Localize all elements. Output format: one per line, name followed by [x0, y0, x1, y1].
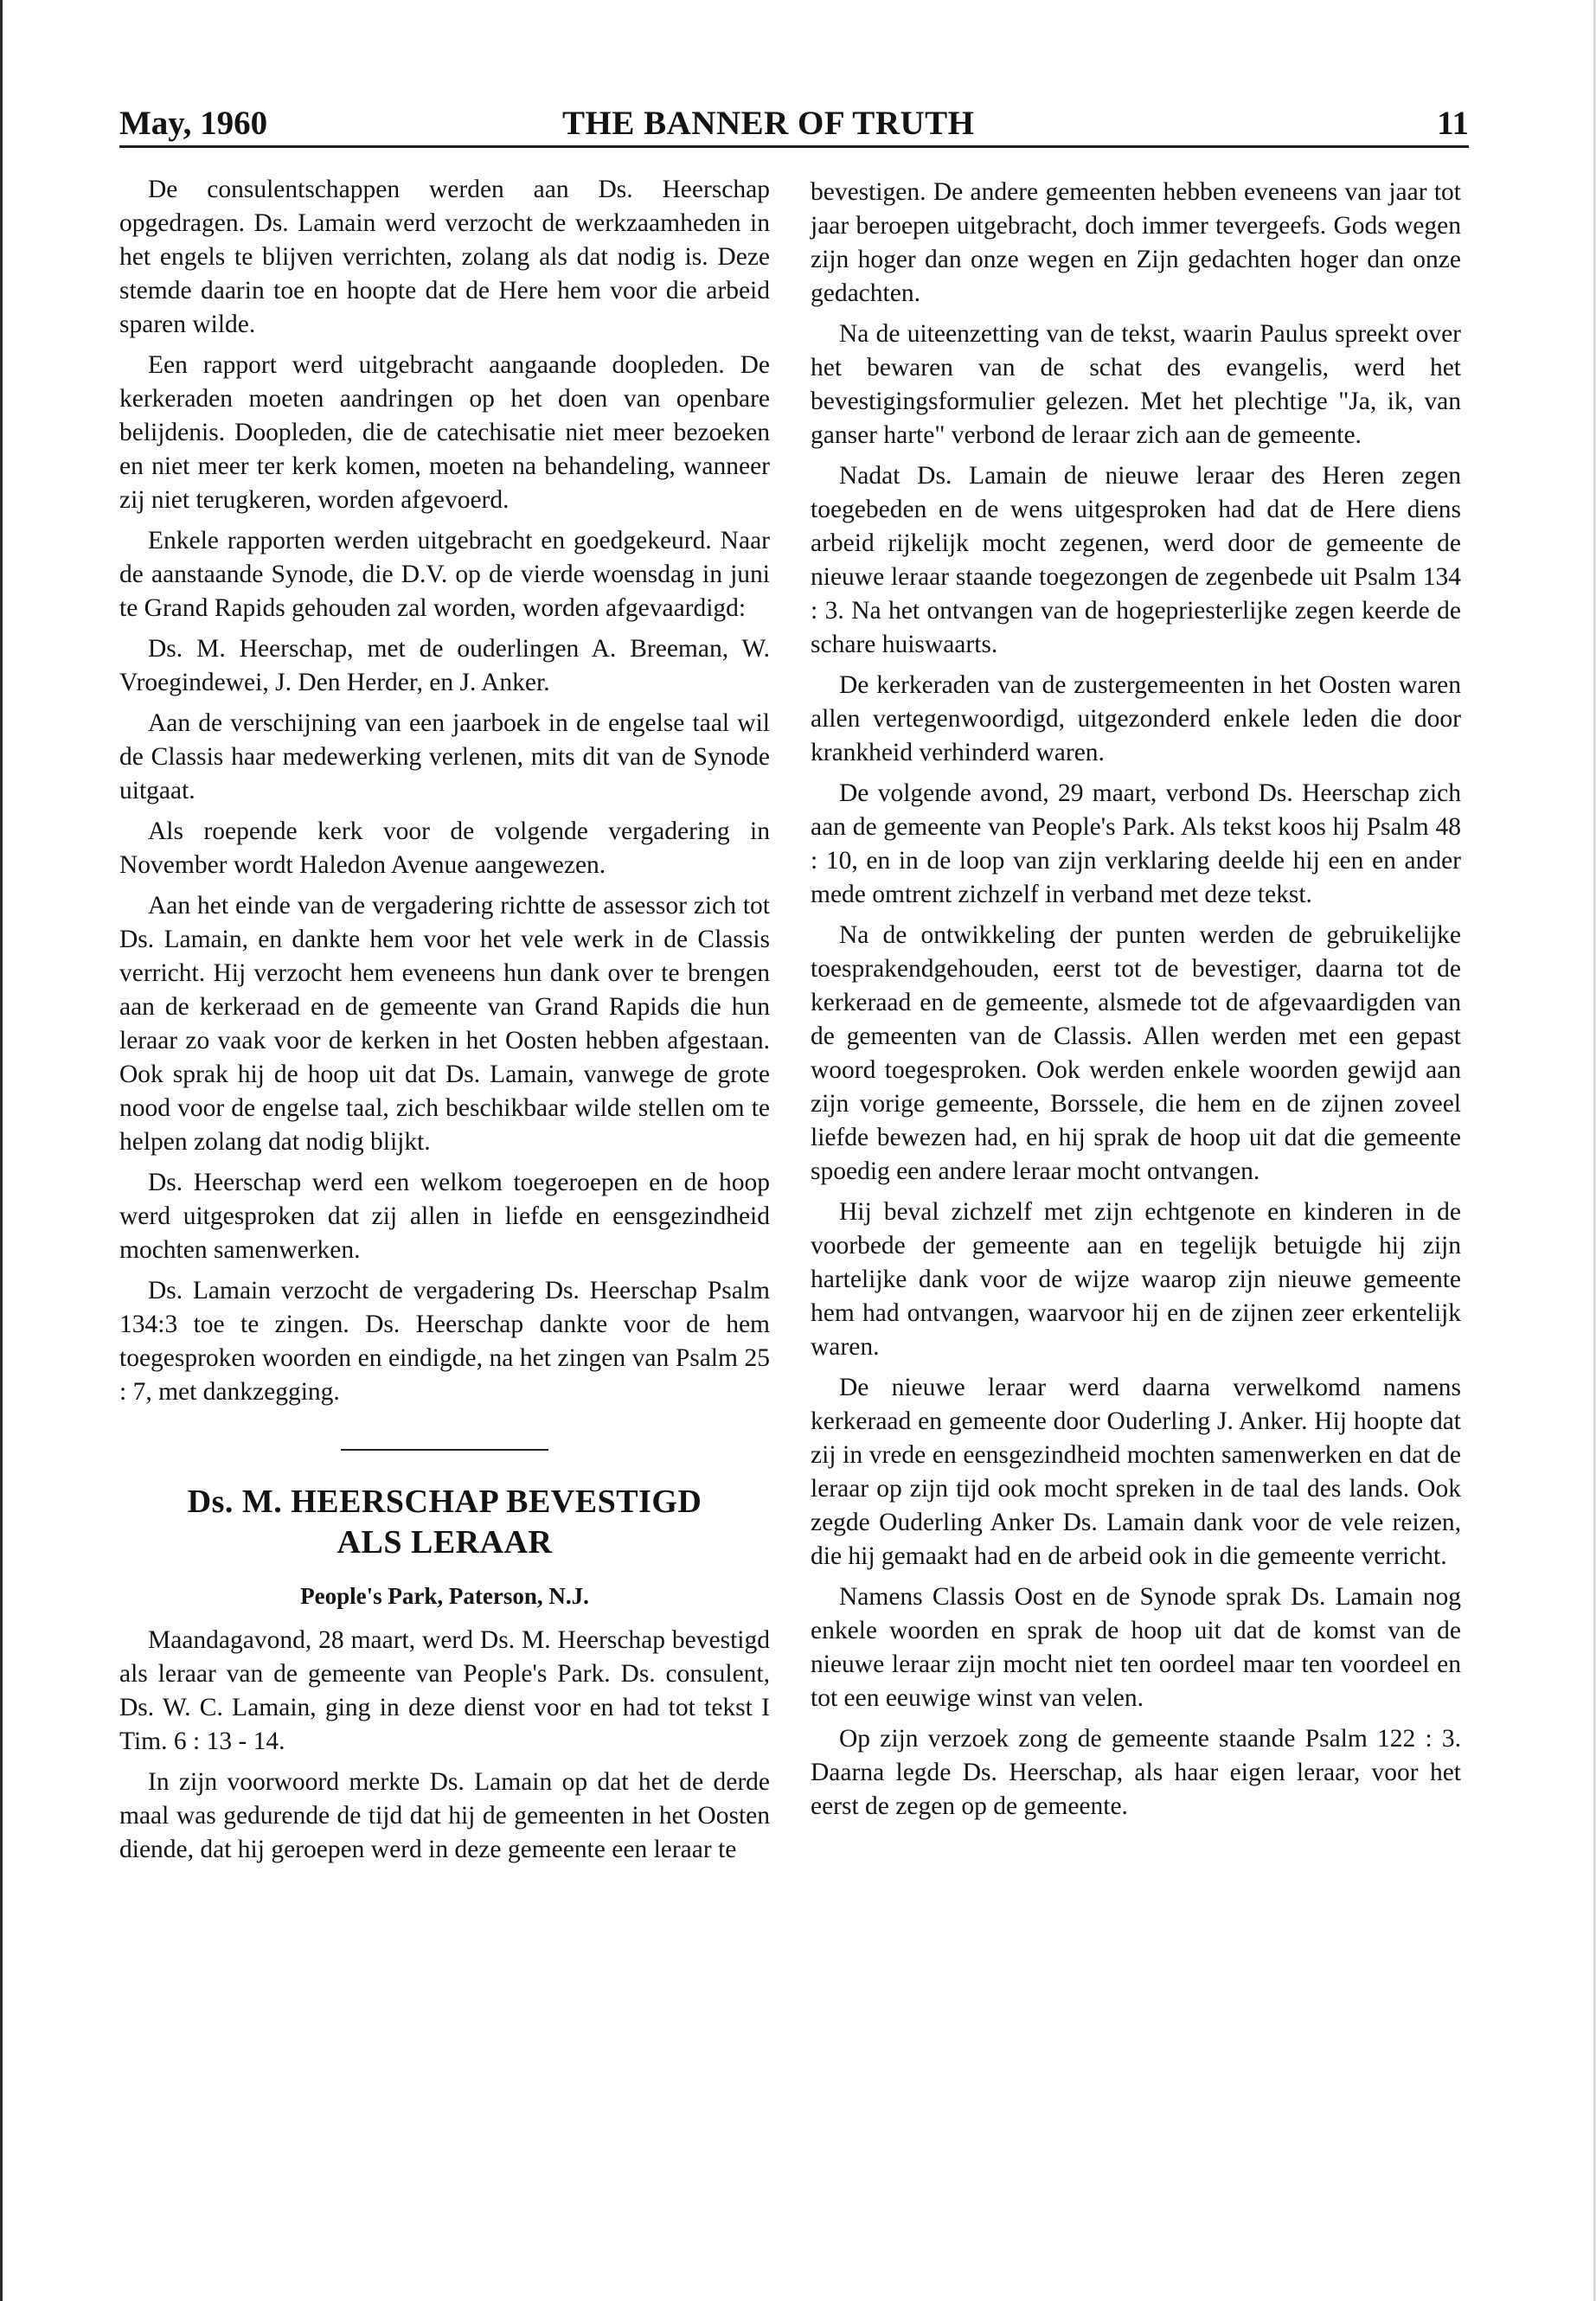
paragraph: Na de uiteenzetting van de tekst, waarin Paulus spreekt over het bewaren van de schat des evangelis, werd het bevestigingsformulier gelezen. Met het plechtige "Ja, ik, van ganser harte" verbond de leraar zich aan de gemeente. [811, 320, 1461, 449]
article-title-line: ALS LERAAR [337, 1524, 553, 1561]
article-title-line: Ds. M. HEERSCHAP BEVESTIGD [187, 1484, 702, 1520]
paragraph: De consulentschappen werden aan Ds. Heerschap opgedragen. Ds. Lamain werd verzocht de werkzaamheden in het engels te blijven verrichten, zolang als dat nodig is. Deze stemde daarin toe en hoopte dat de Here hem voor die arbeid sparen wilde. [119, 176, 770, 338]
paragraph: Ds. Heerschap werd een welkom toegeroepen en de hoop werd uitgesproken dat zij allen in liefde en eensgezindheid mochten samenwerken. [119, 1169, 770, 1264]
paragraph: bevestigen. De andere gemeenten hebben eveneens van jaar tot jaar beroepen uitgebracht, doch immer tevergeefs. Gods wegen zijn hoger dan onze wegen en Zijn gedachten hoger dan onze gedachten. [811, 178, 1461, 307]
paragraph: Op zijn verzoek zong de gemeente staande Psalm 122 : 3. Daarna legde Ds. Heerschap, als haar eigen leraar, voor het eerst de zegen op de gemeente. [811, 1725, 1461, 1820]
article-subtitle: People's Park, Paterson, N.J. [300, 1583, 589, 1609]
section-divider [341, 1449, 548, 1451]
paragraph: Na de ontwikkeling der punten werden de gebruikelijke toesprakendgehouden, eerst tot de bevestiger, daarna tot de kerkeraad en de gemeente, alsmede tot de afgevaardigden van de gemeenten van de Classis. Allen werden met een gepast woord toegesproken. Ook werden enkele woorden gewijd aan zijn vorige gemeente, Borssele, die hem en de zijnen zoveel liefde bewezen had, en hij sprak de hoop uit dat die gemeente spoedig een andere leraar mocht ontvangen. [811, 921, 1461, 1185]
page-header [119, 102, 1469, 145]
paragraph: Aan de verschijning van een jaarboek in de engelse taal wil de Classis haar medewerking verlenen, mits dit van de Synode uitgaat. [119, 709, 770, 804]
paragraph: Een rapport werd uitgebracht aangaande doopleden. De kerkeraden moeten aandringen op het doen van openbare belijdenis. Doopleden, die de catechisatie niet meer bezoeken en niet meer ter kerk komen, moeten na behandeling, wanneer zij niet terugkeren, worden afgevoerd. [119, 351, 770, 514]
paragraph: Hij beval zichzelf met zijn echtgenote en kinderen in de voorbede der gemeente aan en tegelijk betuigde hij zijn hartelijke dank voor de wijze waarop zijn nieuwe gemeente hem had ontvangen, waarvoor hij en de zijnen zeer erkentelijk waren. [811, 1198, 1461, 1361]
article-title [119, 1482, 770, 1563]
page-number: 11 [1437, 105, 1469, 142]
paragraph: De kerkeraden van de zustergemeenten in het Oosten waren allen vertegenwoordigd, uitgezonderd enkele leden die door krankheid verhinderd waren. [811, 671, 1461, 766]
paragraph: Maandagavond, 28 maart, werd Ds. M. Heerschap bevestigd als leraar van de gemeente van People's Park. Ds. consulent, Ds. W. C. Lamain, ging in deze dienst voor en had tot tekst I Tim. 6 : 13 - 14. [119, 1626, 770, 1755]
paragraph: Ds. M. Heerschap, met de ouderlingen A. Breeman, W. Vroegindewei, J. Den Herder, en J. Anker. [119, 635, 770, 696]
paragraph: De volgende avond, 29 maart, verbond Ds. Heerschap zich aan de gemeente van People's Park. Als tekst koos hij Psalm 48 : 10, en in de loop van zijn verklaring deelde hij een en ander mede omtrent zichzelf in verband met deze tekst. [811, 779, 1461, 908]
paragraph: Enkele rapporten werden uitgebracht en goedgekeurd. Naar de aanstaande Synode, die D.V. op de vierde woensdag in juni te Grand Rapids gehouden zal worden, worden afgevaardigd: [119, 527, 770, 622]
paragraph: Aan het einde van de vergadering richtte de assessor zich tot Ds. Lamain, en dankte hem voor het vele werk in de Classis verricht. Hij verzocht hem eveneens hun dank over te brengen aan de kerkeraad en de gemeente van Grand Rapids die hun leraar zo vaak voor de kerken in het Oosten hebben afgestaan. Ook sprak hij de hoop uit dat Ds. Lamain, vanwege de grote nood voor de engelse taal, zich beschikbaar wilde stellen om te helpen zolang dat nodig blijkt. [119, 892, 770, 1156]
right-column [811, 176, 1461, 1830]
left-column [119, 173, 770, 1874]
paragraph: Als roepende kerk voor de volgende vergadering in November wordt Haledon Avenue aangewezen. [119, 817, 770, 879]
paragraph: In zijn voorwoord merkte Ds. Lamain op dat het de derde maal was gedurende de tijd dat hij de gemeenten in het Oosten diende, dat hij geroepen werd in deze gemeente een leraar te [119, 1768, 770, 1863]
paragraph: Ds. Lamain verzocht de vergadering Ds. Heerschap Psalm 134:3 toe te zingen. Ds. Heerschap dankte voor de hem toegesproken woorden en eindigde, na het zingen van Psalm 25 : 7, met dankzegging. [119, 1277, 770, 1406]
header-rule [119, 145, 1469, 148]
paragraph: De nieuwe leraar werd daarna verwelkomd namens kerkeraad en gemeente door Ouderling J. Anker. Hij hoopte dat zij in vrede en eensgezindheid mochten samenwerken en dat de leraar op zijn tijd ook mocht spreken in de taal des lands. Ook zegde Ouderling Anker Ds. Lamain dank voor de vele reizen, die hij gemaakt had en de arbeid ook in die gemeente verricht. [811, 1374, 1461, 1570]
paragraph: Namens Classis Oost en de Synode sprak Ds. Lamain nog enkele woorden en sprak de hoop uit dat de komst van de nieuwe leraar zijn mocht niet ten oordeel maar ten voordeel en tot een eeuwige winst van velen. [811, 1583, 1461, 1712]
publication-title: THE BANNER OF TRUTH [562, 105, 975, 142]
issue-date: May, 1960 [119, 105, 268, 142]
paragraph: Nadat Ds. Lamain de nieuwe leraar des Heren zegen toegebeden en de wens uitgesproken had dat de Here diens arbeid rijkelijk mocht zegenen, werd door de gemeente de nieuwe leraar staande toegezongen de zegenbede uit Psalm 134 : 3. Na het ontvangen van de hogepriesterlijke zegen keerde de schare huiswaarts. [811, 462, 1461, 658]
